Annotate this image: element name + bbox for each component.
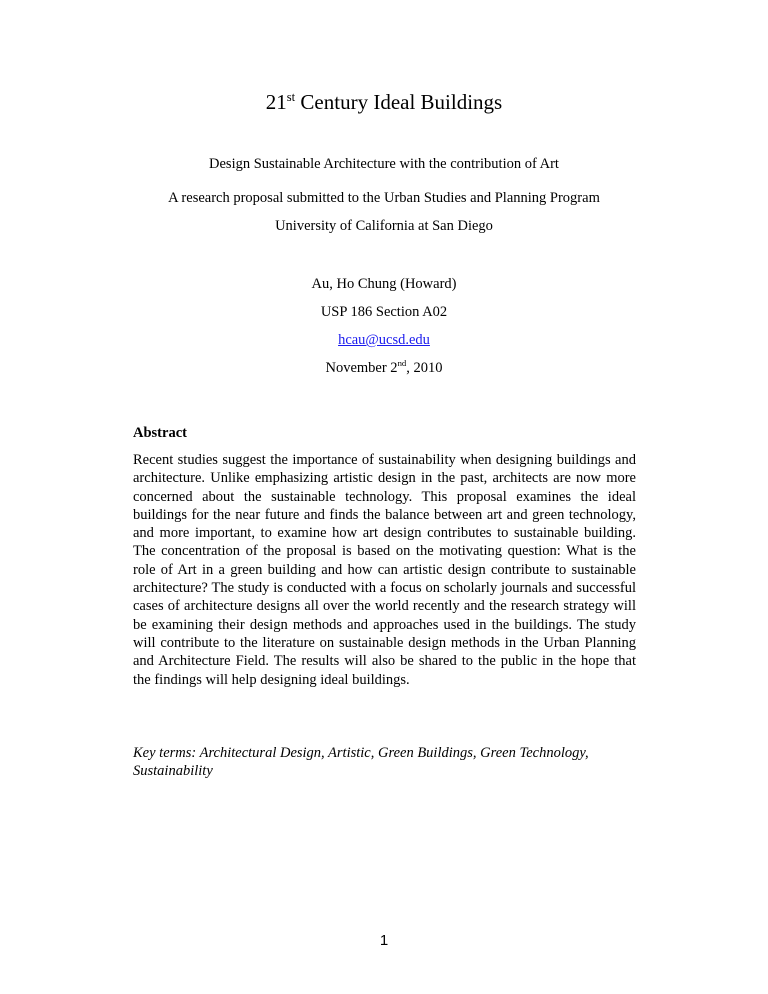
course-section: USP 186 Section A02	[320, 304, 448, 320]
university-name: University of California at San Diego	[275, 218, 493, 234]
key-terms: Key terms: Architectural Design, Artistic, Green Buildings, Green Technology, Sustainability	[133, 745, 589, 780]
abstract-body: Recent studies suggest the importance of sustainability when designing buildings and architecture. Unlike emphasizing artistic design in the past, architects are now more concerned about the sustainable technology. This proposal examines the ideal buildings for the near future and finds the balance between art and green technology, and more important, to examine how art design contributes to sustainable building. The concentration of the proposal is based on the motivating question: What is the role of Art in a green building and how can artistic design contribute to sustainable architecture? The study is conducted with a focus on scholarly journals and successful cases of architecture designs all over the world recently and the research strategy will be examining their design methods and approaches used in the buildings. The study will contribute to the literature on sustainable design methods in the Urban Planning and Architecture Field. The results will also be shared to the public in the hope that the findings will help designing ideal buildings.	[133, 452, 636, 688]
date-rest: , 2010	[406, 360, 443, 376]
document-title	[0, 89, 768, 115]
title-text: Century Ideal Buildings	[295, 90, 503, 114]
proposal-statement: A research proposal submitted to the Urban Studies and Planning Program	[168, 190, 600, 206]
document-subtitle: Design Sustainable Architecture with the contribution of Art	[209, 156, 559, 172]
submission-date	[0, 358, 768, 378]
page-number: 1	[379, 932, 389, 949]
author-name: Au, Ho Chung (Howard)	[311, 276, 457, 292]
email-link[interactable]: hcau@ucsd.edu	[338, 332, 430, 348]
email-line	[0, 331, 768, 349]
title-number: 21	[265, 90, 287, 114]
title-superscript: st	[286, 90, 296, 104]
date-superscript: nd	[397, 358, 407, 369]
date-prefix: November 2	[325, 360, 398, 376]
abstract-heading: Abstract	[133, 425, 187, 441]
